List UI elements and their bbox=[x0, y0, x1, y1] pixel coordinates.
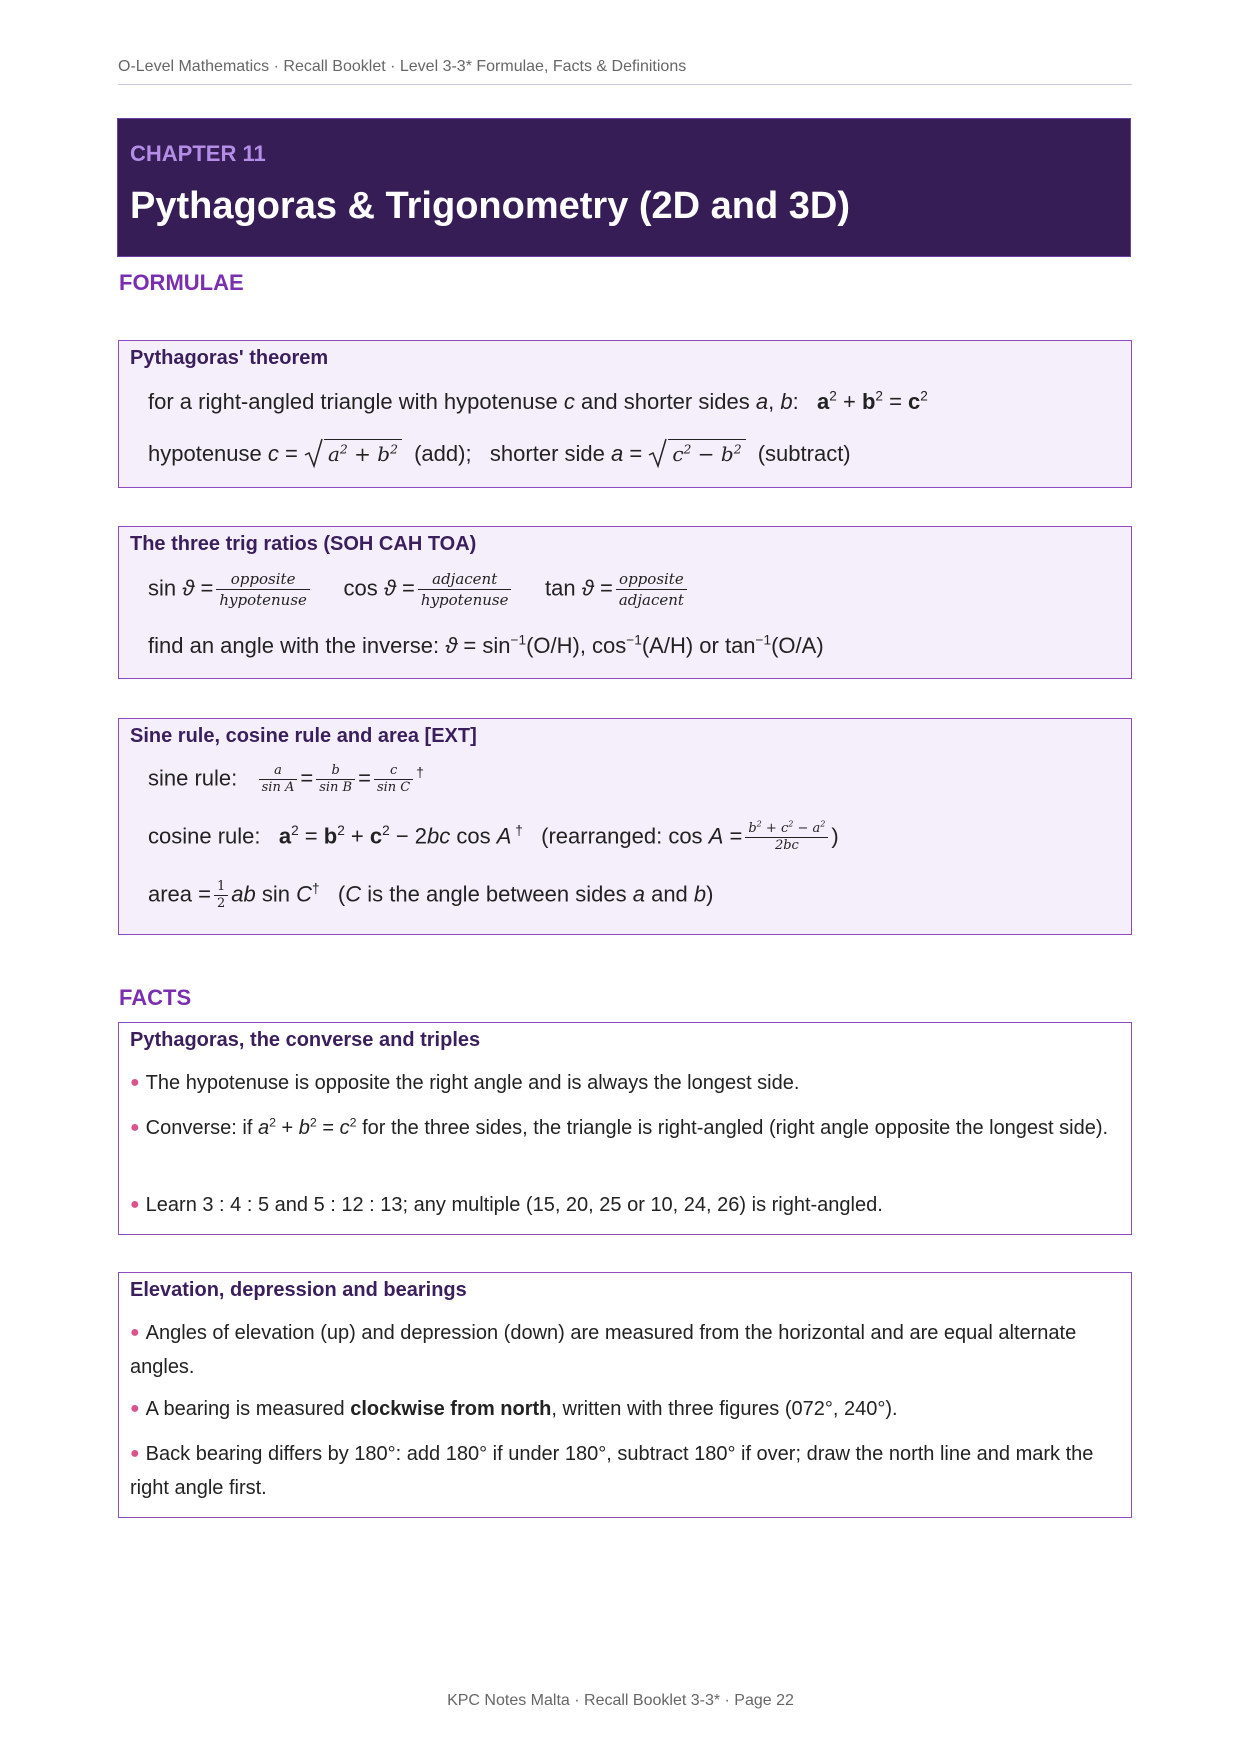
box-title: Elevation, depression and bearings bbox=[130, 1279, 467, 1301]
bullet-icon: ● bbox=[130, 1074, 140, 1091]
list-item: ● Converse: if $a^2 + b^2 = c^2$ for the three sides, the triangle is right-angled (right angle opposite the longest side). bbox=[130, 1115, 1109, 1139]
bearings-facts-box bbox=[118, 1272, 1132, 1518]
chapter-number: CHAPTER 11 bbox=[130, 141, 266, 166]
chapter-title: Pythagoras & Trigonometry (2D and 3D) bbox=[130, 185, 851, 227]
bullet-icon: ● bbox=[130, 1324, 140, 1341]
bullet-icon: ● bbox=[130, 1119, 140, 1136]
list-item: ● The hypotenuse is opposite the right angle and is always the longest side. bbox=[130, 1072, 800, 1094]
sqrt-symbol: $c^2 - b^2$ bbox=[648, 441, 751, 467]
box-title: Sine rule, cosine rule and area [EXT] bbox=[130, 725, 477, 747]
list-item: ● Back bearing differs by 180°: add 180° if under 180°, subtract 180° if over; draw the north line and mark the right angle first. bbox=[130, 1443, 1094, 1499]
sqrt-symbol: $a^2 + b^2$ bbox=[304, 441, 408, 467]
list-item: ● Learn 3 : 4 : 5 and 5 : 12 : 13; any multiple (15, 20, 25 or 10, 24, 26) is right-angled. bbox=[130, 1194, 883, 1216]
pythagoras-statement: for a right-angled triangle with hypotenuse c and shorter sides a, b: $a^2 + b^2 = c^2$ bbox=[148, 388, 928, 414]
chapter-banner bbox=[117, 118, 1131, 257]
list-item: ● Angles of elevation (up) and depression (down) are measured from the horizontal and are equal alternate angles. bbox=[130, 1322, 1077, 1378]
area-formula: area = $\frac{1}{2}$ ab sin C† (C is the angle between sides a and b) bbox=[148, 879, 714, 911]
section-facts: FACTS bbox=[119, 985, 192, 1010]
pythagoras-facts-box bbox=[118, 1022, 1132, 1235]
trig-ratios: sin ϑ = $\frac{\text{opposite}}{\text{hypotenuse}}$ cos ϑ = $\frac{\text{adjacent}}{\text{hypotenuse}}$ tan ϑ = $\frac{\text{opposite}}{\text{adjacent}}$ bbox=[148, 569, 690, 610]
pythagoras-rearranged: hypotenuse c = $a^2 + b^2$ (add); shorter side a = $c^2 - b^2$ (subtract) bbox=[148, 441, 851, 466]
running-header: O-Level Mathematics · Recall Booklet · Level 3-3* Formulae, Facts & Definitions bbox=[118, 58, 1132, 85]
bullet-icon: ● bbox=[130, 1445, 140, 1462]
pythagoras-box bbox=[118, 340, 1132, 488]
page-footer: KPC Notes Malta · Recall Booklet 3-3* · Page 22 bbox=[447, 1692, 794, 1709]
cosine-rule: cosine rule: $a^2 = b^2 + c^2 - 2bc$ cos A † (rearranged: cos A = $\frac{b^2 + c^2 - a^2}{2bc}$ ) bbox=[148, 819, 839, 853]
inverse-trig: find an angle with the inverse: $ϑ = \sin^{-1}(O/H)$, $\cos^{-1}(A/H)$ or $\tan^{-1}(O/A)$ bbox=[148, 632, 824, 658]
box-title: Pythagoras, the converse and triples bbox=[130, 1029, 481, 1051]
section-formulae: FORMULAE bbox=[119, 270, 244, 295]
box-title: Pythagoras' theorem bbox=[130, 347, 329, 369]
trig-ratios-box bbox=[118, 526, 1132, 679]
sine-cosine-box bbox=[118, 718, 1132, 935]
list-item: ● A bearing is measured clockwise from north, written with three figures (072°, 240°). bbox=[130, 1398, 898, 1420]
bullet-icon: ● bbox=[130, 1400, 140, 1417]
bullet-icon: ● bbox=[130, 1196, 140, 1213]
box-title: The three trig ratios (SOH CAH TOA) bbox=[130, 533, 477, 555]
sine-rule: sine rule: $\frac{a}{\text{sin A}}$ = $\frac{b}{\text{sin B}}$ = $\frac{c}{\text{sin C}}$ † bbox=[148, 763, 424, 795]
